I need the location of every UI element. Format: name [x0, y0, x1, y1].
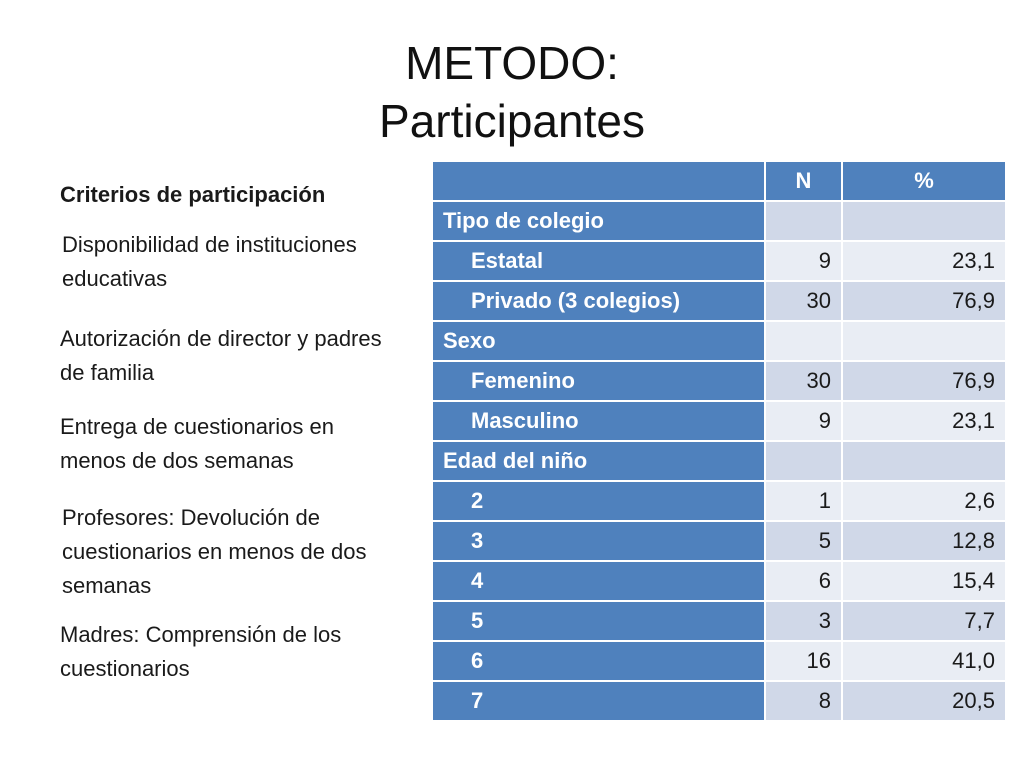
criterion-item: Disponibilidad de instituciones educativas	[62, 232, 357, 291]
criterion-item: Autorización de director y padres de familia	[60, 326, 382, 385]
row-pct: 12,8	[842, 521, 1006, 561]
row-label: 2	[432, 481, 765, 521]
row-label: Privado (3 colegios)	[432, 281, 765, 321]
row-label: Estatal	[432, 241, 765, 281]
header-pct-cell: %	[842, 161, 1006, 201]
row-label: 3	[432, 521, 765, 561]
row-n: 30	[765, 281, 842, 321]
row-n: 30	[765, 361, 842, 401]
table-row	[432, 681, 1006, 721]
table-row	[432, 441, 1006, 481]
criterion-item: Madres: Comprensión de los cuestionarios	[60, 622, 342, 681]
row-label: 5	[432, 601, 765, 641]
criterion-item: Entrega de cuestionarios en menos de dos semanas	[60, 414, 334, 473]
table-row	[432, 641, 1006, 681]
row-label: 4	[432, 561, 765, 601]
row-n: 6	[765, 561, 842, 601]
title-line-2: Participantes	[379, 95, 645, 147]
participants-table	[431, 160, 1007, 722]
criterion-item: Profesores: Devolución de cuestionarios en menos de dos semanas	[62, 505, 367, 598]
row-pct: 76,9	[842, 361, 1006, 401]
table-row	[432, 601, 1006, 641]
row-pct	[842, 201, 1006, 241]
row-pct: 20,5	[842, 681, 1006, 721]
table-row	[432, 321, 1006, 361]
table-row	[432, 481, 1006, 521]
row-n	[765, 201, 842, 241]
row-n: 5	[765, 521, 842, 561]
row-n: 3	[765, 601, 842, 641]
table-row	[432, 241, 1006, 281]
row-n: 9	[765, 401, 842, 441]
header-label-cell	[432, 161, 765, 201]
slide-title	[0, 34, 1024, 150]
row-label: Sexo	[432, 321, 765, 361]
row-label: Edad del niño	[432, 441, 765, 481]
table-row	[432, 401, 1006, 441]
table-row	[432, 201, 1006, 241]
row-pct: 7,7	[842, 601, 1006, 641]
row-n	[765, 441, 842, 481]
row-pct	[842, 321, 1006, 361]
row-pct: 41,0	[842, 641, 1006, 681]
table-header-row	[432, 161, 1006, 201]
row-pct	[842, 441, 1006, 481]
title-line-1: METODO:	[405, 37, 619, 89]
row-label: 6	[432, 641, 765, 681]
row-n: 16	[765, 641, 842, 681]
table-row	[432, 281, 1006, 321]
row-label: Femenino	[432, 361, 765, 401]
row-pct: 76,9	[842, 281, 1006, 321]
row-pct: 15,4	[842, 561, 1006, 601]
row-n: 1	[765, 481, 842, 521]
row-n	[765, 321, 842, 361]
header-n-cell: N	[765, 161, 842, 201]
row-label: Tipo de colegio	[432, 201, 765, 241]
row-pct: 2,6	[842, 481, 1006, 521]
table-row	[432, 521, 1006, 561]
row-pct: 23,1	[842, 401, 1006, 441]
criteria-heading: Criterios de participación	[60, 182, 326, 207]
row-label: 7	[432, 681, 765, 721]
row-pct: 23,1	[842, 241, 1006, 281]
table-row	[432, 561, 1006, 601]
row-n: 9	[765, 241, 842, 281]
row-n: 8	[765, 681, 842, 721]
row-label: Masculino	[432, 401, 765, 441]
table-row	[432, 361, 1006, 401]
